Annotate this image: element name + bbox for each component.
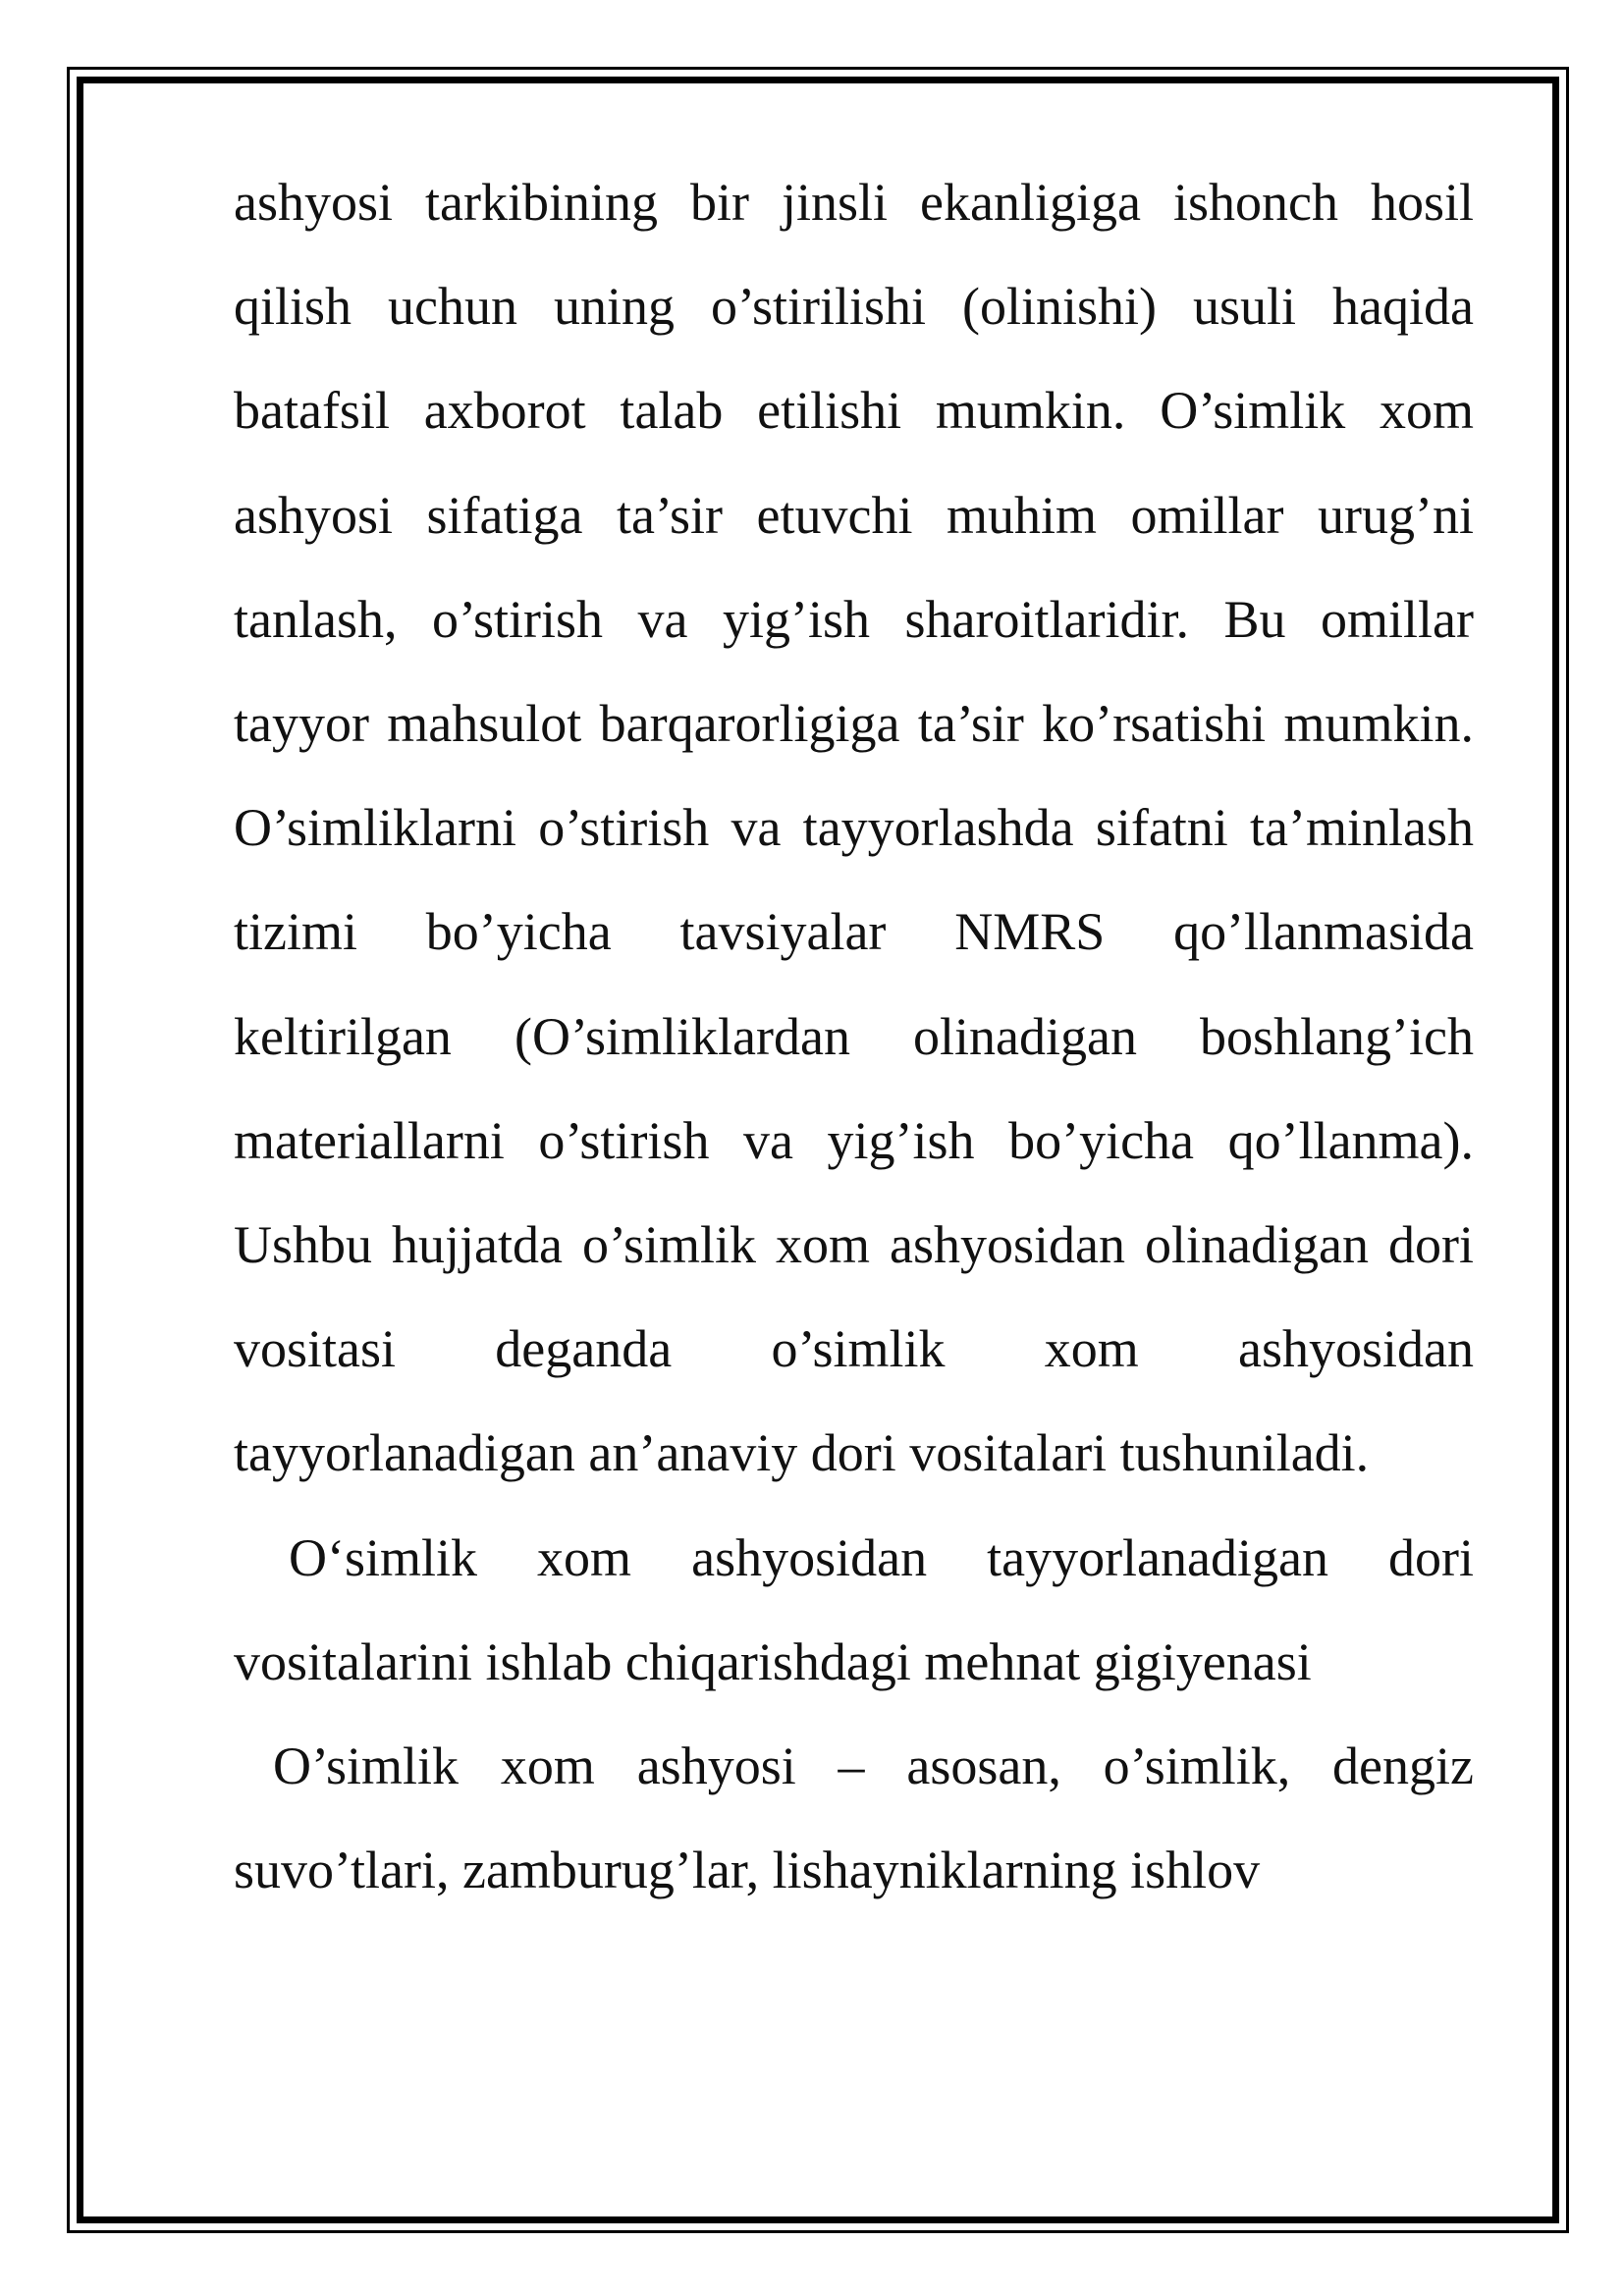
page-body: [234, 150, 1474, 1922]
section-heading: O‘simlik xom ashyosidan tayyorlanadigan dori vositalarini ishlab chiqarishdagi mehnat gigiyenasi: [234, 1527, 1474, 1691]
body-paragraph-1: ashyosi tarkibining bir jinsli ekanligiga ishonch hosil qilish uchun uning o’stirilishi (olinishi) usuli haqida batafsil axborot talab etilishi mumkin. O’simlik xom ashyosi sifatiga ta’sir etuvchi muhim omillar urug’ni tanlash, o’stirish va yig’ish sharoitlaridir. Bu omillar tayyor mahsulot barqarorligiga ta’sir ko’rsatishi mumkin. O’simliklarni o’stirish va tayyorlashda sifatni ta’minlash tizimi bo’yicha tavsiyalar NMRS qo’llanmasida keltirilgan (O’simliklardan olinadigan boshlang’ich materiallarni o’stirish va yig’ish bo’yicha qo’llanma). Ushbu hujjatda o’simlik xom ashyosidan olinadigan dori vositasi deganda o’simlik xom ashyosidan tayyorlanadigan an’anaviy dori vositalari tushuniladi.: [234, 173, 1474, 1483]
body-paragraph-2: O’simlik xom ashyosi – asosan, o’simlik, dengiz suvo’tlari, zamburug’lar, lishayniklarning ishlov: [234, 1736, 1474, 1900]
